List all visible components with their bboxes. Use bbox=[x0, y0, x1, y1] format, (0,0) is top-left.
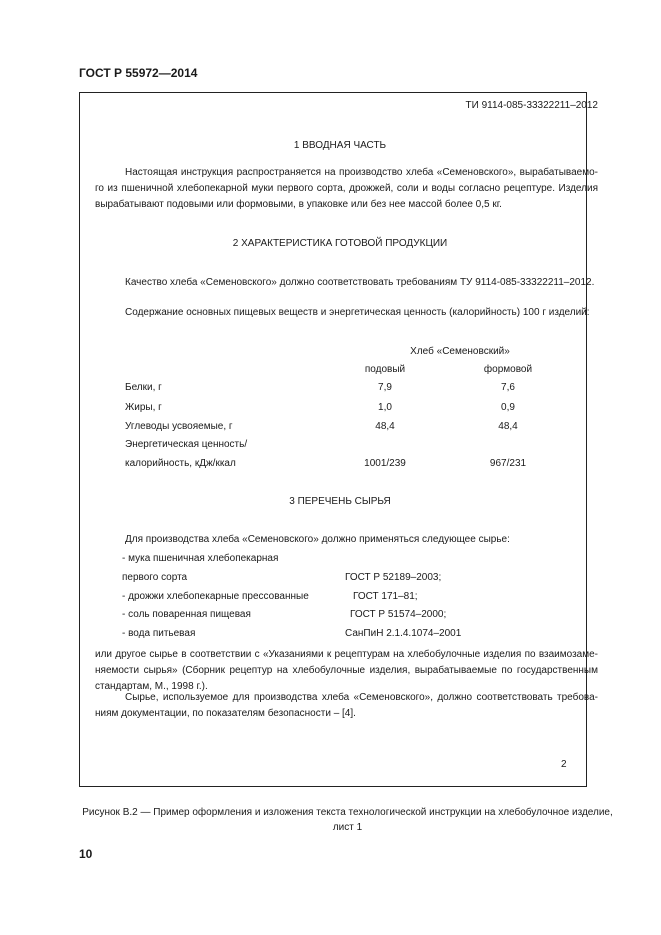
section-3-intro: Для производства хлеба «Семеновского» должно применяться следующее сырье: bbox=[125, 534, 510, 545]
table-col-header-tin: формовой bbox=[483, 364, 533, 375]
table-cell-value: 48,4 bbox=[498, 421, 518, 432]
material-name: - соль поваренная пищевая bbox=[122, 609, 251, 620]
table-row-label: Углеводы усвояемые, г bbox=[125, 421, 233, 432]
material-name: - вода питьевая bbox=[122, 628, 196, 639]
document-reference: ТИ 9114-085-33322211–2012 bbox=[465, 100, 598, 111]
table-row-label: Белки, г bbox=[125, 382, 162, 393]
table-cell-value: 7,9 bbox=[378, 382, 392, 393]
sheet-number: 2 bbox=[561, 759, 567, 770]
page-number: 10 bbox=[79, 847, 93, 861]
section-3-title: 3 ПЕРЕЧЕНЬ СЫРЬЯ bbox=[289, 496, 391, 507]
table-cell-value: 967/231 bbox=[489, 458, 527, 469]
table-group-header: Хлеб «Семеновский» bbox=[410, 346, 510, 357]
table-cell-value: 1,0 bbox=[378, 402, 392, 413]
table-cell-value: 7,6 bbox=[501, 382, 515, 393]
material-name: - дрожжи хлебопекарные прессованные bbox=[122, 591, 309, 602]
section-2-nutrition-text: Содержание основных пищевых веществ и энергетическая ценность (калорийность) 100 г изделий: bbox=[125, 307, 590, 318]
table-row-label: калорийность, кДж/ккал bbox=[125, 458, 236, 469]
table-row-label: Жиры, г bbox=[125, 402, 162, 413]
figure-caption: Рисунок В.2 — Пример оформления и изложения текста технологической инструкции на хлебобулочное изделие, лист 1 bbox=[82, 807, 613, 833]
table-cell-value: 1001/239 bbox=[364, 458, 406, 469]
material-name: - мука пшеничная хлебопекарная bbox=[122, 553, 279, 564]
material-standard: ГОСТ Р 51574–2000; bbox=[350, 609, 447, 620]
section-3-safety-text: Сырье, используемое для производства хлеба «Семеновского», должно соответствовать требова-ниям документации, по показателям безопасности – [4]. bbox=[95, 692, 598, 719]
material-name: первого сорта bbox=[122, 572, 188, 583]
material-standard: СанПиН 2.1.4.1074–2001 bbox=[345, 628, 462, 639]
material-standard: ГОСТ Р 52189–2003; bbox=[345, 572, 442, 583]
standard-header: ГОСТ Р 55972—2014 bbox=[79, 66, 198, 80]
table-col-header-hearth: подовый bbox=[364, 364, 406, 375]
section-2-title: 2 ХАРАКТЕРИСТИКА ГОТОВОЙ ПРОДУКЦИИ bbox=[232, 238, 448, 249]
table-cell-value: 0,9 bbox=[501, 402, 515, 413]
table-cell-value: 48,4 bbox=[375, 421, 395, 432]
table-row-label: Энергетическая ценность/ bbox=[125, 439, 248, 450]
material-standard: ГОСТ 171–81; bbox=[353, 591, 418, 602]
section-3-substitutes-text: или другое сырье в соответствии с «Указаниями к рецептурам на хлебобулочные изделия по взаимозаме-няемости сырья» (Сборник рецептур на хлебобулочные изделия, вырабатываемые по государственным стандартам, М., 1998 г.). bbox=[95, 649, 598, 692]
section-1-text: Настоящая инструкция распространяется на производство хлеба «Семеновского», вырабатываемо-го из пшеничной хлебопекарной муки первого сорта, дрожжей, соли и воды согласно рецептуре. Изделия вырабатывают подовыми или формовыми, в упаковке или без нее массой более 0,5 кг. bbox=[95, 167, 598, 210]
section-2-quality-text: Качество хлеба «Семеновского» должно соответствовать требованиям ТУ 9114-085-33322211–2012. bbox=[125, 277, 595, 288]
section-1-title: 1 ВВОДНАЯ ЧАСТЬ bbox=[293, 140, 387, 151]
